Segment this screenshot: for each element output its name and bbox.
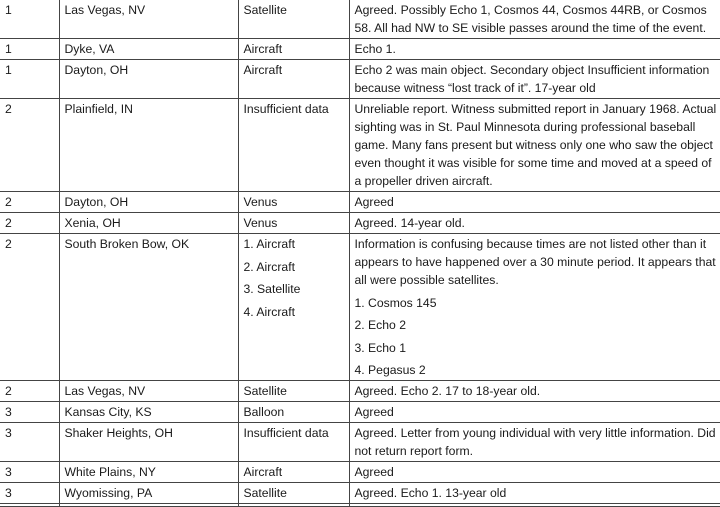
day-cell: 2 (0, 213, 59, 234)
evaluation-text: 4. Aircraft (243, 304, 295, 319)
day-cell: 3 (0, 423, 59, 462)
evaluation-cell (238, 99, 349, 192)
evaluation-text: 2. Aircraft (243, 259, 295, 274)
day-cell: 3 (0, 483, 59, 504)
table-row (0, 234, 720, 381)
remarks-cell (349, 381, 720, 402)
evaluation-cell (238, 192, 349, 213)
evaluation-cell (238, 234, 349, 381)
table-row (0, 504, 720, 507)
location-cell: Dayton, OH (59, 60, 238, 99)
remarks-text: Agreed. Letter from young individual with very little information. Did not return report form. (354, 426, 716, 458)
location-cell: Las Vegas, NV (59, 381, 238, 402)
evaluation-cell (238, 0, 349, 39)
evaluation-cell (238, 504, 349, 507)
evaluation-cell (238, 483, 349, 504)
table-row (0, 39, 720, 60)
remarks-cell (349, 504, 720, 507)
evaluation-text: Aircraft (243, 42, 283, 56)
remarks-cell (349, 0, 720, 39)
remarks-text: 4. Pegasus 2 (354, 363, 426, 377)
remarks-text: Agreed. Possibly Echo 1, Cosmos 44, Cosmos 44RB, or Cosmos 58. All had NW to SE visible passes around the time of the event. (354, 3, 707, 35)
evaluation-text: Satellite (243, 3, 287, 17)
evaluation-text: Insufficient data (243, 426, 329, 440)
day-cell: 3 (0, 462, 59, 483)
table-row (0, 60, 720, 99)
day-cell (0, 504, 59, 507)
table-row (0, 402, 720, 423)
location-cell: Xenia, OH (59, 213, 238, 234)
evaluation-text: 3. Satellite (243, 282, 301, 296)
remarks-text: Agreed. 14-year old. (354, 216, 465, 230)
remarks-text: 3. Echo 1 (354, 340, 406, 355)
day-cell: 1 (0, 60, 59, 99)
table-row (0, 423, 720, 462)
location-cell: South Broken Bow, OK (59, 234, 238, 381)
evaluation-cell (238, 462, 349, 483)
remarks-cell (349, 213, 720, 234)
remarks-cell (349, 234, 720, 381)
remarks-cell (349, 462, 720, 483)
location-cell: Kansas City, KS (59, 402, 238, 423)
day-cell: 1 (0, 0, 59, 39)
remarks-text: Agreed (354, 465, 394, 479)
table-row (0, 99, 720, 192)
remarks-text: Echo 1. (354, 42, 396, 56)
remarks-text: Agreed (354, 195, 394, 209)
location-cell: Shaker Heights, OH (59, 423, 238, 462)
remarks-text: Agreed (354, 405, 394, 419)
remarks-text: 2. Echo 2 (354, 318, 406, 332)
remarks-cell (349, 483, 720, 504)
location-cell: White Plains, NY (59, 462, 238, 483)
remarks-cell (349, 192, 720, 213)
evaluation-text: Aircraft (243, 63, 283, 77)
remarks-cell (349, 39, 720, 60)
evaluation-cell (238, 402, 349, 423)
location-cell: Las Vegas, NV (59, 0, 238, 39)
table-row (0, 213, 720, 234)
evaluation-text: Balloon (243, 405, 285, 419)
remarks-text: Agreed. Echo 1. 13-year old (354, 486, 507, 500)
evaluation-text: Venus (243, 216, 278, 230)
day-cell: 2 (0, 99, 59, 192)
remarks-text: 1. Cosmos 145 (354, 295, 437, 310)
table-row (0, 483, 720, 504)
day-cell: 2 (0, 234, 59, 381)
evaluation-text: Satellite (243, 486, 287, 500)
day-cell: 3 (0, 402, 59, 423)
evaluation-text: Insufficient data (243, 102, 329, 116)
remarks-cell (349, 60, 720, 99)
evaluation-cell (238, 39, 349, 60)
evaluation-text: Aircraft (243, 465, 283, 479)
location-cell: Wyomissing, PA (59, 483, 238, 504)
day-cell: 1 (0, 39, 59, 60)
remarks-text: Echo 2 was main object. Secondary object Insufficient information because witness “lost track of it”. 17-year old (354, 63, 710, 95)
evaluation-cell (238, 381, 349, 402)
table-row (0, 381, 720, 402)
evaluation-text: Satellite (243, 384, 287, 398)
location-cell: Plainfield, IN (59, 99, 238, 192)
location-cell (59, 504, 238, 507)
day-cell: 2 (0, 192, 59, 213)
remarks-cell (349, 99, 720, 192)
evaluation-cell (238, 60, 349, 99)
table-row (0, 0, 720, 39)
remarks-cell (349, 402, 720, 423)
location-cell: Dyke, VA (59, 39, 238, 60)
remarks-text: Unreliable report. Witness submitted report in January 1968. Actual sighting was in St. Paul Minnesota during professional baseball game. Many fans present but witness only one who saw the object even thought it was visible for some time and moved at a speed of a propeller driven aircraft. (354, 102, 717, 188)
day-cell: 2 (0, 381, 59, 402)
location-cell: Dayton, OH (59, 192, 238, 213)
remarks-text: Agreed. Echo 2. 17 to 18-year old. (354, 384, 541, 398)
evaluation-cell (238, 213, 349, 234)
evaluation-text: 1. Aircraft (243, 237, 295, 251)
evaluation-cell (238, 423, 349, 462)
evaluation-text: Venus (243, 195, 278, 209)
table-row (0, 462, 720, 483)
table-row (0, 192, 720, 213)
remarks-text: Information is confusing because times are not listed other than it appears to have happened over a 30 minute period. It appears that all were possible satellites. (354, 237, 716, 287)
remarks-cell (349, 423, 720, 462)
